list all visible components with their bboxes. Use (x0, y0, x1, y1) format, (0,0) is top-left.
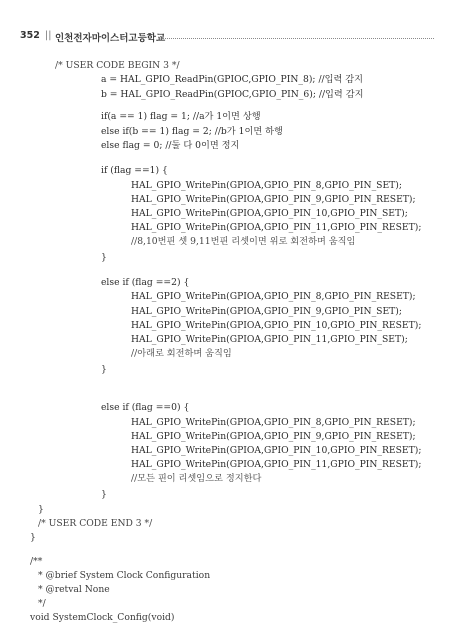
code-line: HAL_GPIO_WritePin(GPIOA,GPIO_PIN_11,GPIO_PIN_RESET); (131, 222, 422, 233)
code-line: HAL_GPIO_WritePin(GPIOA,GPIO_PIN_9,GPIO_PIN_SET); (131, 306, 402, 317)
code-line: HAL_GPIO_WritePin(GPIOA,GPIO_PIN_9,GPIO_PIN_RESET); (131, 194, 416, 205)
code-line: HAL_GPIO_WritePin(GPIOA,GPIO_PIN_10,GPIO_PIN_RESET); (131, 320, 422, 331)
page-number: 352 (20, 30, 40, 41)
code-line: } (101, 489, 107, 500)
code-line: else if (flag ==0) { (101, 402, 190, 413)
code-line: /* USER CODE BEGIN 3 */ (55, 60, 180, 71)
code-line: //모든 핀이 리셋임으로 정지한다 (131, 473, 262, 484)
code-line: HAL_GPIO_WritePin(GPIOA,GPIO_PIN_8,GPIO_PIN_SET); (131, 180, 402, 191)
code-line: //아래로 회전하며 움직임 (131, 348, 232, 359)
code-line: } (101, 252, 107, 263)
code-line: void SystemClock_Config(void) (30, 612, 175, 623)
code-line: a = HAL_GPIO_ReadPin(GPIOC,GPIO_PIN_8); //입력 감지 (101, 74, 364, 85)
code-line: /** (30, 556, 43, 567)
code-line: } (38, 504, 44, 515)
code-line: else flag = 0; //둘 다 0이면 정지 (101, 140, 240, 151)
code-line: * @retval None (38, 584, 110, 595)
code-line: //8,10번핀 셋 9,11번핀 리셋이면 위로 회전하며 움직임 (131, 236, 356, 247)
code-line: } (30, 532, 36, 543)
code-line: HAL_GPIO_WritePin(GPIOA,GPIO_PIN_8,GPIO_PIN_RESET); (131, 417, 416, 428)
code-line: HAL_GPIO_WritePin(GPIOA,GPIO_PIN_9,GPIO_PIN_RESET); (131, 431, 416, 442)
code-line: * @brief System Clock Configuration (38, 570, 211, 581)
code-line: } (101, 364, 107, 375)
code-line: HAL_GPIO_WritePin(GPIOA,GPIO_PIN_11,GPIO_PIN_SET); (131, 334, 408, 345)
book-title: 인천전자마이스터고등학교 (55, 33, 166, 44)
code-line: HAL_GPIO_WritePin(GPIOA,GPIO_PIN_11,GPIO_PIN_RESET); (131, 459, 422, 470)
code-line: /* USER CODE END 3 */ (38, 518, 153, 529)
code-line: else if (flag ==2) { (101, 277, 190, 288)
code-line: if(a == 1) flag = 1; //a가 1이면 상행 (101, 111, 261, 122)
code-line: b = HAL_GPIO_ReadPin(GPIOC,GPIO_PIN_6); //입력 감지 (101, 89, 364, 100)
code-line: */ (38, 598, 46, 609)
code-line: if (flag ==1) { (101, 165, 168, 176)
header-separator: || (45, 30, 52, 41)
code-line: HAL_GPIO_WritePin(GPIOA,GPIO_PIN_8,GPIO_PIN_RESET); (131, 291, 416, 302)
code-line: HAL_GPIO_WritePin(GPIOA,GPIO_PIN_10,GPIO_PIN_SET); (131, 208, 408, 219)
code-line: HAL_GPIO_WritePin(GPIOA,GPIO_PIN_10,GPIO_PIN_RESET); (131, 445, 422, 456)
code-line: else if(b == 1) flag = 2; //b가 1이면 하행 (101, 126, 283, 137)
